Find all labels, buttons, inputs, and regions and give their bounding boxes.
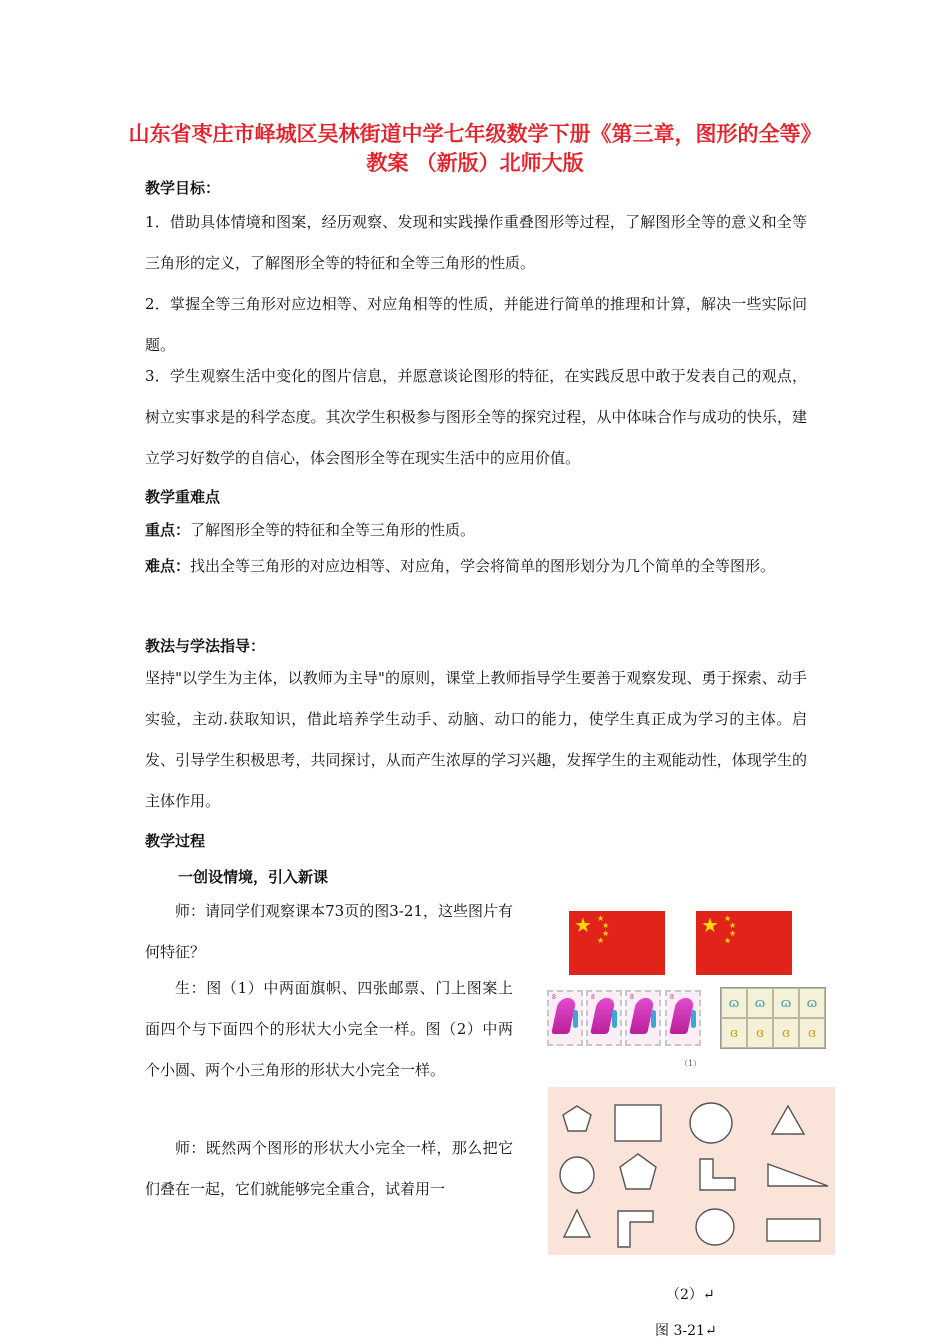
figure-sublabel-1: （1） (680, 1059, 702, 1068)
flag-small-star-icon: ★ (597, 914, 605, 923)
pentagon-shape (620, 1154, 656, 1189)
door-pattern-bottom-cell: ɞ (773, 1018, 799, 1048)
leaf-icon (612, 1010, 617, 1028)
stamp-number: 8 (630, 994, 634, 1001)
objectives-heading: 教学目标： (145, 179, 221, 197)
teacher-followup-paragraph: 师：既然两个图形的形状大小完全一样，那么把它们叠在一起，它们就能够完全重合，试着用一 (145, 1139, 513, 1198)
page-title: 山东省枣庄市峄城区吴林街道中学七年级数学下册《第三章，图形的全等》教案 （新版）北师大版 (128, 122, 822, 175)
circle-shape (690, 1103, 732, 1143)
flag-small-star-icon: ★ (597, 936, 605, 945)
flag-image-right (696, 911, 792, 975)
door-pattern-top-cell: ɷ (773, 988, 799, 1018)
stamp-image (665, 990, 701, 1046)
stamp-number: 8 (670, 994, 674, 1001)
figure-sublabel-2: （2）↵ (666, 1287, 715, 1303)
door-pattern-bottom-cell: ɞ (799, 1018, 825, 1048)
shapes-drawing (548, 1087, 835, 1255)
l-shape (618, 1211, 653, 1247)
square-shape (615, 1105, 661, 1141)
leaf-icon (651, 1010, 656, 1028)
flag-image-left (569, 911, 665, 975)
objective-item-3: 3．学生观察生活中变化的图片信息，并愿意谈论图形的特征，在实践反思中敢于发表自己的观点，树立实事求是的科学态度。其次学生积极参与图形全等的探究过程，从中体味合作与成功的快乐，建立学习好数学的自信心，体会图形全等在现实生活中的应用价值。 (145, 367, 807, 467)
stamp-image (625, 990, 661, 1046)
stamp-number: 8 (552, 994, 556, 1001)
door-pattern-image (720, 987, 826, 1049)
difficulty-label: 难点： (145, 557, 191, 575)
door-pattern-top-cell: ɷ (721, 988, 747, 1018)
flag-big-star-icon: ★ (574, 913, 592, 937)
process-heading: 教学过程 (145, 832, 206, 850)
door-pattern-bottom-cell: ɞ (721, 1018, 747, 1048)
flag-small-star-icon: ★ (729, 921, 737, 930)
door-pattern-bottom-cell: ɞ (747, 1018, 773, 1048)
stamp-image (547, 990, 583, 1046)
student-answer-paragraph: 生：图（1）中两面旗帜、四张邮票、门上图案上面四个与下面四个的形状大小完全一样。图（2）中两个小圆、两个小三角形的形状大小完全一样。 (145, 979, 513, 1079)
focus-paragraph (145, 510, 807, 551)
triangle-shape (564, 1210, 590, 1237)
flag-small-star-icon: ★ (724, 914, 732, 923)
objective-item-2: 2．掌握全等三角形对应边相等、对应角相等的性质，并能进行简单的推理和计算，解决一些实际问题。 (145, 295, 807, 354)
key-points-heading: 教学重难点 (145, 488, 221, 506)
section-heading-1: 一创设情境，引入新课 (178, 868, 329, 886)
l-shape (700, 1159, 735, 1190)
flag-small-star-icon: ★ (724, 936, 732, 945)
triangle-shape (772, 1106, 804, 1134)
right-triangle-shape (768, 1164, 828, 1186)
focus-text: 了解图形全等的特征和全等三角形的性质。 (190, 521, 476, 539)
difficulty-text: 找出全等三角形的对应边相等、对应角，学会将简单的图形划分为几个简单的全等图形。 (190, 557, 776, 575)
rectangle-shape (767, 1219, 820, 1241)
door-pattern-top-cell: ɷ (747, 988, 773, 1018)
flag-big-star-icon: ★ (701, 913, 719, 937)
method-heading: 教法与学法指导： (145, 637, 266, 655)
circle-shape (560, 1157, 594, 1193)
flag-small-star-icon: ★ (602, 929, 610, 938)
teacher-question-paragraph: 师：请同学们观察课本73页的图3-21，这些图片有何特征？ (145, 902, 513, 961)
door-pattern-top-cell: ɷ (799, 988, 825, 1018)
focus-label: 重点： (145, 521, 191, 539)
shapes-panel (548, 1087, 835, 1255)
leaf-icon (573, 1010, 578, 1028)
stamp-image (586, 990, 622, 1046)
method-paragraph: 坚持"以学生为主体，以教师为主导"的原则，课堂上教师指导学生要善于观察发现、勇于探索、动手实验，主动.获取知识，借此培养学生动手、动脑、动口的能力，使学生真正成为学习的主体。启发、引导学生积极思考，共同探讨，从而产生浓厚的学习兴趣，发挥学生的主观能动性，体现学生的主体作用。 (145, 669, 807, 810)
figure-caption: 图 3-21↵ (655, 1323, 717, 1339)
difficulty-paragraph (145, 546, 807, 587)
circle-shape (696, 1209, 734, 1245)
pentagon-shape (563, 1106, 591, 1131)
stamp-number: 8 (591, 994, 595, 1001)
flag-small-star-icon: ★ (602, 921, 610, 930)
flag-small-star-icon: ★ (729, 929, 737, 938)
leaf-icon (691, 1010, 696, 1028)
objective-item-1: 1．借助具体情境和图案，经历观察、发现和实践操作重叠图形等过程，了解图形全等的意义和全等三角形的定义，了解图形全等的特征和全等三角形的性质。 (145, 213, 807, 272)
